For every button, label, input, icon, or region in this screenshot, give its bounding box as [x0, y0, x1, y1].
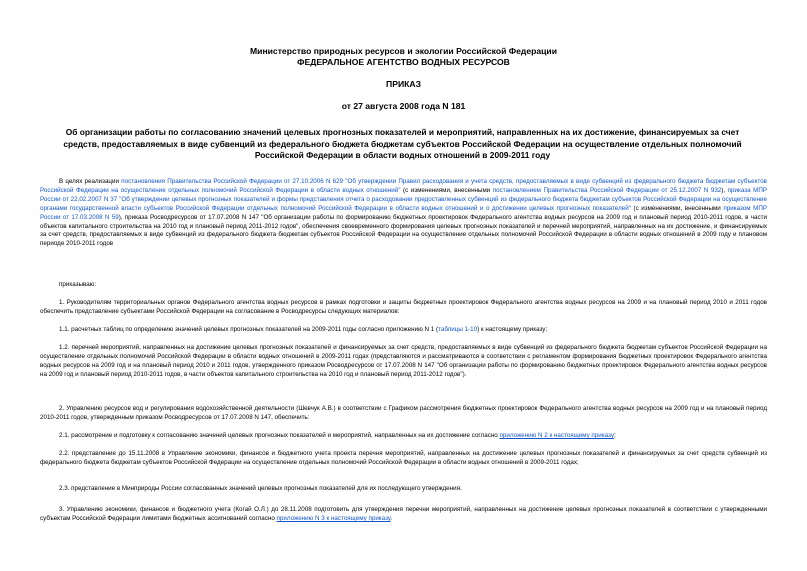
- ministry-heading: Министерство природных ресурсов и экологии Российской Федерации: [250, 46, 557, 56]
- agency-heading: ФЕДЕРАЛЬНОЕ АГЕНТСТВО ВОДНЫХ РЕСУРСОВ: [297, 57, 510, 67]
- preamble-text: ), приказа Росводресурсов от 17.07.2008 N 147 "Об организации работы по формированию бюджетных проектировок Федерального агентства водных ресурсов на 2009 год и плановый период 2010-2011 годов, в части объектов капитального строительства на 2010 год и плановый период 2011-2012 годов", обеспечения своевременного формирования целевых прогнозных показателей и перечней мероприятий, направленных на их достижение, и финансируемых за счет средств, предоставляемых в виде субвенций из федерального бюджета бюджетам субъектов Российской Федерации на осуществление отдельных полномочий Российской Федерации в области водных отношений в 2009 году и плановом периоде 2010-2011 годов: [40, 213, 767, 248]
- item-text: 3. Управлению экономики, финансов и бюджетного учета (Когай О.Л.) до 28.11.2008 подготовить для утверждения перечни мероприятий, направленных на достижение целевых прогнозных показателей в соответствии с утвержденными субъектам Российской Федерации лимитами бюджетных ассигнований согласно: [40, 506, 767, 522]
- item-2-1: [40, 432, 767, 441]
- preamble-text: ),: [721, 186, 728, 194]
- link-government-decree-629[interactable]: постановления Правительства Российской Федерации от 27.10.2006 N 629 "Об утверждении Правил расходования и учета средств, предоставляемых в виде субвенций из федерального бюджета бюджетам субъектов Российской Федерации на осуществление отдельных полномочий Российской Федерации в области водных отношений": [40, 178, 767, 194]
- document-date-number: от 27 августа 2008 года N 181: [341, 101, 466, 111]
- item-text: 1.1. расчетных таблиц по определению значений целевых прогнозных показателей на 2009-2011 годы согласно приложению N 1 (: [59, 326, 439, 333]
- order-word: приказываю:: [59, 281, 97, 288]
- link-government-decree-932[interactable]: постановлением Правительства Российской Федерации от 25.12.2007 N 932: [492, 186, 722, 194]
- item-1-2: 1.2. перечней мероприятий, направленных на достижение целевых прогнозных показателей и финансируемых за счет средств, предоставляемых в виде субвенций из федерального бюджета бюджетам субъектов Российской Федерации на осуществление отдельных полномочий Российской Федерации в области водных отношений в 2009-2011 годах (представляются и рассматриваются в соответствии с регламентом формирования бюджетных проектировок Федерального агентства водных ресурсов на 2009 год и на плановый период 2010 и 2011 годов, утвержденного приказом Росводресурсов от 17.07.2008 N 147 "Об организации работы по формированию бюджетных проектировок Федерального агентства водных ресурсов на 2009 год и плановый период 2010-2011 годов, в части объектов капитального строительства на 2010 год и плановый период 2011-2012 годов").: [40, 344, 767, 378]
- link-appendix-2[interactable]: приложению N 2 к настоящему приказу: [499, 432, 614, 439]
- item-2: 2. Управлению ресурсов вод и регулирования водохозяйственной деятельности (Шевчук А.В.) в соответствии с Графиком рассмотрения бюджетных проектировок Федерального агентства водных ресурсов на 2009 год и на плановый период 2010-2011 годов, утвержденным приказом Росводресурсов от 17.07.2008 N 147, обеспечить:: [40, 405, 767, 421]
- link-appendix-3[interactable]: приложению N 3 к настоящему приказу: [276, 514, 391, 522]
- preamble-text: (с изменениями, внесенными: [400, 186, 493, 194]
- item-text: ;: [613, 432, 616, 439]
- item-2-3: 2.3. представление в Минприроды России согласованных значений целевых прогнозных показателей для их последующего утверждения.: [59, 485, 462, 492]
- item-1: 1. Руководителям территориальных органов Федерального агентства водных ресурсов в рамках подготовки и защиты бюджетных проектировок Федерального агентства водных ресурсов на 2009 и на плановый период 2010 и 2011 годов обеспечить представление субъектами Российской Федерации на согласование в Росводресурсы следующих материалов:: [40, 299, 767, 315]
- link-tables-1-10[interactable]: таблицы 1-10: [438, 326, 478, 333]
- link-mpr-order-59[interactable]: приказом МПР России от 17.03.2008 N 59: [40, 204, 767, 221]
- document-type: ПРИКАЗ: [386, 79, 421, 89]
- link-mpr-order-37[interactable]: приказа МПР России от 22.02.2007 N 37 "Об утверждении целевых прогнозных показателей и формы представления отчета о расходовании предоставленных субвенций из федерального бюджета бюджетам субъектов Российской Федерации на осуществление органами государственной власти субъектов Российской Федерации отдельных полномочий Российской Федерации в области водных отношений и о достижении целевых прогнозных показателей": [40, 186, 768, 212]
- preamble-text: (с изменениями, внесенными: [630, 204, 724, 212]
- item-3: [40, 506, 767, 524]
- item-text: .: [390, 514, 393, 522]
- item-text: 2.1. рассмотрение и подготовку к согласованию значений целевых прогнозных показателей и мероприятий, направленных на их достижение согласно: [59, 432, 500, 439]
- preamble-paragraph: [40, 178, 767, 249]
- item-2-2: 2.2. представление до 15.11.2008 в Управление экономики, финансов и бюджетного учета проекта перечня мероприятий, направленных на достижение целевых прогнозных показателей и финансируемых за счет средств субвенций из федерального бюджета бюджетам субъектов Российской Федерации на осуществление отдельных полномочий Российской Федерации в области водных отношений в 2009-2011 годах;: [40, 450, 767, 466]
- item-1-1: [40, 326, 767, 335]
- preamble-text: В целях реализации: [59, 178, 122, 185]
- document-title: Об организации работы по согласованию значений целевых прогнозных показателей и мероприятий, направленных на их достижение, финансируемых за счет средств, предоставляемых в виде субвенций из федерального бюджета бюджетам субъектов Российской Федерации на осуществление отдельных полномочий Российской Федерации в области водных отношений в 2009-2011 году: [63, 127, 742, 161]
- item-text: ) к настоящему приказу;: [477, 326, 548, 333]
